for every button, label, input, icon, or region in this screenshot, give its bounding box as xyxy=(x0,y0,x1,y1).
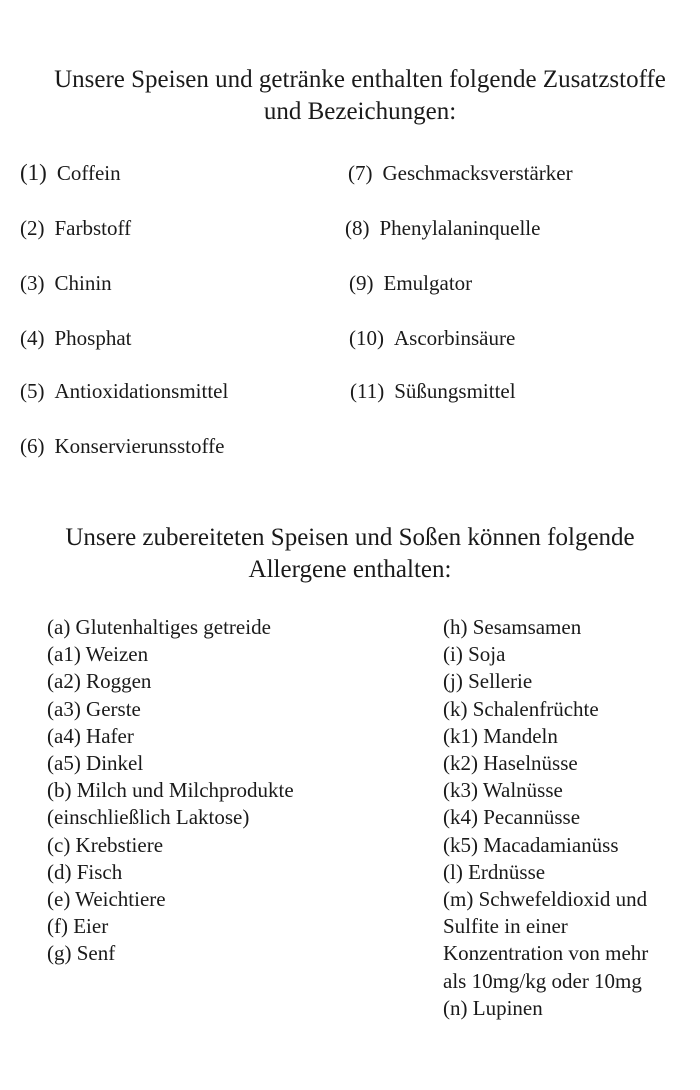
additive-number: (1) xyxy=(20,160,47,185)
allergen-list-right xyxy=(443,614,648,1022)
allergen-item: (a4) Hafer xyxy=(47,723,134,748)
allergen-item: als 10mg/kg oder 10mg xyxy=(443,968,642,993)
additives-heading-line1: Unsere Speisen und getränke enthalten folgende Zusatzstoffe xyxy=(54,66,666,93)
allergen-item: (n) Lupinen xyxy=(443,995,543,1020)
additive-number: (11) xyxy=(350,379,385,403)
additive-number: (5) xyxy=(20,379,45,403)
allergen-item: (k5) Macadamianüss xyxy=(443,832,619,857)
additive-item-7 xyxy=(348,161,573,186)
allergen-item: (einschließlich Laktose) xyxy=(47,805,250,830)
allergen-item: Konzentration von mehr xyxy=(443,941,649,966)
additive-item-1 xyxy=(20,160,121,186)
additives-heading xyxy=(10,64,700,128)
additive-label: Phosphat xyxy=(54,326,132,350)
allergen-item: (a5) Dinkel xyxy=(47,751,144,776)
additive-item-4 xyxy=(20,326,132,351)
allergen-item: (k) Schalenfrüchte xyxy=(443,696,599,721)
allergen-list-left xyxy=(47,614,294,968)
additives-heading-line2: und Bezeichungen: xyxy=(263,98,457,125)
allergen-item: (k3) Walnüsse xyxy=(443,778,563,803)
allergen-item: (l) Erdnüsse xyxy=(443,859,546,884)
allergens-heading-line1: Unsere zubereiteten Speisen und Soßen können folgende xyxy=(65,524,635,551)
additive-label: Antioxidationsmittel xyxy=(54,379,229,403)
additive-number: (4) xyxy=(20,326,45,350)
additive-item-11 xyxy=(350,379,516,404)
allergen-item: (k2) Haselnüsse xyxy=(443,751,578,776)
additive-item-3 xyxy=(20,271,112,296)
allergen-item: (h) Sesamsamen xyxy=(443,615,582,639)
additive-label: Konservierunsstoffe xyxy=(54,434,225,458)
additive-label: Emulgator xyxy=(383,271,473,295)
allergens-heading xyxy=(0,522,700,586)
additive-number: (3) xyxy=(20,271,45,295)
additive-item-8 xyxy=(345,216,540,241)
allergen-item: (k4) Pecannüsse xyxy=(443,805,581,830)
additive-number: (6) xyxy=(20,434,45,458)
allergen-item: (e) Weichtiere xyxy=(47,887,166,912)
allergen-item: (f) Eier xyxy=(47,914,109,939)
additive-label: Phenylalaninquelle xyxy=(379,216,541,240)
additive-item-10 xyxy=(349,326,515,351)
additive-number: (7) xyxy=(348,161,373,185)
additive-label: Coffein xyxy=(56,161,121,185)
additive-label: Chinin xyxy=(54,271,112,295)
additive-label: Farbstoff xyxy=(54,216,132,240)
additive-label: Geschmacksverstärker xyxy=(382,161,573,185)
allergen-item: (k1) Mandeln xyxy=(443,723,558,748)
allergen-item: (g) Senf xyxy=(47,941,116,966)
additive-item-2 xyxy=(20,216,131,241)
allergen-item: (a1) Weizen xyxy=(47,642,149,667)
additive-label: Ascorbinsäure xyxy=(394,326,516,350)
additive-item-5 xyxy=(20,379,228,404)
allergens-heading-line2: Allergene enthalten: xyxy=(248,556,452,583)
additive-label: Süßungsmittel xyxy=(394,379,516,403)
allergen-item: Sulfite in einer xyxy=(443,914,568,939)
additive-item-9 xyxy=(349,271,472,296)
allergen-item: (i) Soja xyxy=(443,642,506,667)
additive-number: (10) xyxy=(349,326,384,350)
allergen-item: (m) Schwefeldioxid und xyxy=(443,887,648,912)
allergen-item: (d) Fisch xyxy=(47,859,123,884)
allergen-item: (j) Sellerie xyxy=(443,669,533,694)
additive-item-6 xyxy=(20,434,224,459)
allergen-item: (a3) Gerste xyxy=(47,696,141,721)
allergen-item: (a) Glutenhaltiges getreide xyxy=(47,615,271,639)
allergen-item: (c) Krebstiere xyxy=(47,832,164,857)
allergen-item: (a2) Roggen xyxy=(47,669,152,694)
additive-number: (8) xyxy=(345,216,370,240)
additive-number: (2) xyxy=(20,216,45,240)
additive-number: (9) xyxy=(349,271,374,295)
allergen-item: (b) Milch und Milchprodukte xyxy=(47,778,294,803)
